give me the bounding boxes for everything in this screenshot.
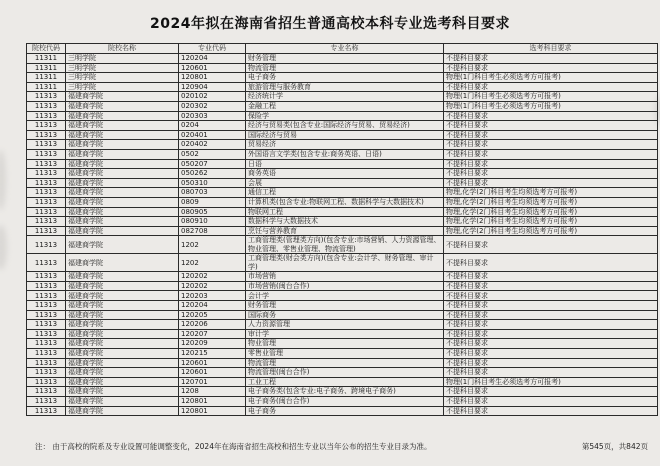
requirement-cell: 不提科目要求 — [444, 358, 658, 368]
college-code-cell: 11313 — [27, 320, 66, 330]
college-name-cell: 福建商学院 — [66, 339, 179, 349]
major-code-cell: 120701 — [179, 377, 246, 387]
table-body — [27, 54, 658, 416]
table-row — [27, 63, 658, 73]
major-code-cell: 120203 — [179, 291, 246, 301]
table-row — [27, 358, 658, 368]
major-name-cell: 市场营销(闽台合作) — [246, 281, 444, 291]
college-code-cell: 11313 — [27, 178, 66, 188]
major-name-cell: 日语 — [246, 159, 444, 169]
college-code-cell: 11313 — [27, 377, 66, 387]
table-row — [27, 406, 658, 416]
requirement-cell: 不提科目要求 — [444, 301, 658, 311]
major-name-cell: 贸易经济 — [246, 140, 444, 150]
major-code-cell: 120601 — [179, 63, 246, 73]
table-row — [27, 236, 658, 254]
college-code-cell: 11313 — [27, 149, 66, 159]
major-code-cell: 082708 — [179, 226, 246, 236]
requirement-cell: 物理(1门科目考生必须选考方可报考) — [444, 92, 658, 102]
major-name-cell: 电子商务(闽台合作) — [246, 397, 444, 407]
major-name-cell: 电子商务类(包含专业:电子商务、跨境电子商务) — [246, 387, 444, 397]
college-name-cell: 福建商学院 — [66, 197, 179, 207]
table-row — [27, 73, 658, 83]
major-name-cell: 电子商务 — [246, 406, 444, 416]
major-code-cell: 120205 — [179, 310, 246, 320]
column-header-college-code: 院校代码 — [27, 44, 66, 54]
requirement-cell: 不提科目要求 — [444, 310, 658, 320]
college-code-cell: 11313 — [27, 207, 66, 217]
major-code-cell: 120204 — [179, 301, 246, 311]
requirement-cell: 不提科目要求 — [444, 178, 658, 188]
major-name-cell: 会计学 — [246, 291, 444, 301]
major-name-cell: 财务管理 — [246, 54, 444, 64]
college-name-cell: 福建商学院 — [66, 149, 179, 159]
requirement-cell: 物理,化学(2门科目考生均须选考方可报考) — [444, 226, 658, 236]
table-row — [27, 377, 658, 387]
college-name-cell: 福建商学院 — [66, 217, 179, 227]
college-name-cell: 福建商学院 — [66, 281, 179, 291]
college-name-cell: 福建商学院 — [66, 368, 179, 378]
scan-artifact — [0, 150, 6, 210]
major-name-cell: 金融工程 — [246, 101, 444, 111]
major-code-cell: 120801 — [179, 406, 246, 416]
major-name-cell: 经济与贸易类(包含专业:国际经济与贸易、贸易经济) — [246, 121, 444, 131]
major-name-cell: 市场营销 — [246, 272, 444, 282]
requirement-cell: 不提科目要求 — [444, 149, 658, 159]
requirement-cell: 不提科目要求 — [444, 281, 658, 291]
requirement-cell: 不提科目要求 — [444, 169, 658, 179]
table-row — [27, 82, 658, 92]
requirement-cell: 不提科目要求 — [444, 349, 658, 359]
major-name-cell: 物流管理 — [246, 63, 444, 73]
college-name-cell: 福建商学院 — [66, 291, 179, 301]
requirement-cell: 不提科目要求 — [444, 121, 658, 131]
major-name-cell: 保险学 — [246, 111, 444, 121]
college-name-cell: 福建商学院 — [66, 188, 179, 198]
college-name-cell: 福建商学院 — [66, 207, 179, 217]
column-header-major-code: 专业代码 — [179, 44, 246, 54]
major-name-cell: 通信工程 — [246, 188, 444, 198]
college-name-cell: 福建商学院 — [66, 397, 179, 407]
college-code-cell: 11313 — [27, 310, 66, 320]
major-code-cell: 020401 — [179, 130, 246, 140]
column-header-requirement: 选考科目要求 — [444, 44, 658, 54]
college-name-cell: 福建商学院 — [66, 329, 179, 339]
major-name-cell: 物流管理(闽台合作) — [246, 368, 444, 378]
college-code-cell: 11313 — [27, 101, 66, 111]
major-name-cell: 会展 — [246, 178, 444, 188]
college-name-cell: 福建商学院 — [66, 140, 179, 150]
table-row — [27, 92, 658, 102]
college-name-cell: 福建商学院 — [66, 92, 179, 102]
major-code-cell: 080703 — [179, 188, 246, 198]
requirement-cell: 物理,化学(2门科目考生均须选考方可报考) — [444, 207, 658, 217]
requirement-cell: 不提科目要求 — [444, 140, 658, 150]
major-code-cell: 120206 — [179, 320, 246, 330]
college-name-cell: 福建商学院 — [66, 272, 179, 282]
college-name-cell: 福建商学院 — [66, 310, 179, 320]
table-row — [27, 149, 658, 159]
table-row — [27, 159, 658, 169]
major-name-cell: 财务管理 — [246, 301, 444, 311]
table-row — [27, 140, 658, 150]
college-code-cell: 11313 — [27, 272, 66, 282]
major-code-cell: 020102 — [179, 92, 246, 102]
table-header — [27, 44, 658, 54]
requirement-cell: 不提科目要求 — [444, 291, 658, 301]
college-code-cell: 11311 — [27, 63, 66, 73]
major-name-cell: 国际商务 — [246, 310, 444, 320]
college-name-cell: 福建商学院 — [66, 130, 179, 140]
table-row — [27, 397, 658, 407]
major-name-cell: 烹饪与营养教育 — [246, 226, 444, 236]
requirement-cell: 不提科目要求 — [444, 339, 658, 349]
college-name-cell: 三明学院 — [66, 63, 179, 73]
table-row — [27, 301, 658, 311]
requirement-cell: 物理,化学(2门科目考生均须选考方可报考) — [444, 188, 658, 198]
table-row — [27, 226, 658, 236]
college-code-cell: 11313 — [27, 397, 66, 407]
column-header-major-name: 专业名称 — [246, 44, 444, 54]
requirement-cell: 不提科目要求 — [444, 329, 658, 339]
table-row — [27, 188, 658, 198]
table-row — [27, 310, 658, 320]
major-code-cell: 0204 — [179, 121, 246, 131]
college-name-cell: 福建商学院 — [66, 349, 179, 359]
major-name-cell: 物业管理 — [246, 339, 444, 349]
college-code-cell: 11313 — [27, 236, 66, 254]
college-name-cell: 三明学院 — [66, 82, 179, 92]
table-row — [27, 101, 658, 111]
college-name-cell: 福建商学院 — [66, 178, 179, 188]
major-name-cell: 零售业管理 — [246, 349, 444, 359]
major-name-cell: 商务英语 — [246, 169, 444, 179]
requirement-cell: 物理,化学(2门科目考生均须选考方可报考) — [444, 197, 658, 207]
scan-artifact — [0, 225, 7, 270]
major-code-cell: 050207 — [179, 159, 246, 169]
major-code-cell: 120801 — [179, 73, 246, 83]
header-row — [27, 44, 658, 54]
major-code-cell: 120601 — [179, 368, 246, 378]
college-code-cell: 11311 — [27, 73, 66, 83]
major-name-cell: 审计学 — [246, 329, 444, 339]
college-code-cell: 11313 — [27, 130, 66, 140]
major-code-cell: 050262 — [179, 169, 246, 179]
requirement-cell: 不提科目要求 — [444, 236, 658, 254]
requirement-cell: 物理(1门科目考生必须选考方可报考) — [444, 73, 658, 83]
major-code-cell: 120204 — [179, 54, 246, 64]
college-code-cell: 11313 — [27, 197, 66, 207]
college-name-cell: 福建商学院 — [66, 169, 179, 179]
table-row — [27, 54, 658, 64]
subject-requirements-table — [26, 43, 658, 416]
major-code-cell: 020302 — [179, 101, 246, 111]
requirement-cell: 不提科目要求 — [444, 406, 658, 416]
major-name-cell: 物流管理 — [246, 358, 444, 368]
college-code-cell: 11313 — [27, 121, 66, 131]
major-code-cell: 0809 — [179, 197, 246, 207]
college-code-cell: 11313 — [27, 358, 66, 368]
table-row — [27, 130, 658, 140]
major-code-cell: 120202 — [179, 272, 246, 282]
major-code-cell: 050310 — [179, 178, 246, 188]
major-code-cell: 020303 — [179, 111, 246, 121]
college-name-cell: 福建商学院 — [66, 236, 179, 254]
college-code-cell: 11313 — [27, 349, 66, 359]
college-code-cell: 11313 — [27, 159, 66, 169]
college-name-cell: 福建商学院 — [66, 377, 179, 387]
requirement-cell: 物理(1门科目考生必须选考方可报考) — [444, 377, 658, 387]
major-code-cell: 1202 — [179, 236, 246, 254]
college-name-cell: 福建商学院 — [66, 159, 179, 169]
major-code-cell: 120904 — [179, 82, 246, 92]
table-row — [27, 320, 658, 330]
college-code-cell: 11313 — [27, 368, 66, 378]
table-row — [27, 291, 658, 301]
college-code-cell: 11313 — [27, 291, 66, 301]
major-code-cell: 120801 — [179, 397, 246, 407]
major-code-cell: 120601 — [179, 358, 246, 368]
major-name-cell: 电子商务 — [246, 73, 444, 83]
table-row — [27, 281, 658, 291]
college-name-cell: 福建商学院 — [66, 387, 179, 397]
college-code-cell: 11313 — [27, 281, 66, 291]
page-title: 2024年拟在海南省招生普通高校本科专业选考科目要求 — [150, 16, 510, 32]
table-row — [27, 169, 658, 179]
college-code-cell: 11311 — [27, 54, 66, 64]
college-code-cell: 11313 — [27, 92, 66, 102]
requirement-cell: 不提科目要求 — [444, 272, 658, 282]
college-code-cell: 11311 — [27, 82, 66, 92]
requirement-cell: 不提科目要求 — [444, 54, 658, 64]
requirement-cell: 不提科目要求 — [444, 159, 658, 169]
major-code-cell: 080910 — [179, 217, 246, 227]
college-name-cell: 福建商学院 — [66, 406, 179, 416]
major-code-cell: 120202 — [179, 281, 246, 291]
major-name-cell: 计算机类(包含专业:物联网工程、数据科学与大数据技术) — [246, 197, 444, 207]
table-row — [27, 207, 658, 217]
college-name-cell: 福建商学院 — [66, 226, 179, 236]
requirement-cell: 不提科目要求 — [444, 63, 658, 73]
table-row — [27, 121, 658, 131]
college-code-cell: 11313 — [27, 111, 66, 121]
column-header-college-name: 院校名称 — [66, 44, 179, 54]
requirement-cell: 物理(1门科目考生必须选考方可报考) — [444, 101, 658, 111]
page-indicator: 第545页，共842页 — [581, 442, 648, 451]
college-name-cell: 三明学院 — [66, 73, 179, 83]
major-name-cell: 旅游管理与服务教育 — [246, 82, 444, 92]
major-code-cell: 0502 — [179, 149, 246, 159]
table-row — [27, 339, 658, 349]
college-code-cell: 11313 — [27, 169, 66, 179]
college-name-cell: 福建商学院 — [66, 301, 179, 311]
college-code-cell: 11313 — [27, 339, 66, 349]
requirement-cell: 不提科目要求 — [444, 320, 658, 330]
table-row — [27, 349, 658, 359]
table-row — [27, 111, 658, 121]
major-code-cell: 1202 — [179, 254, 246, 272]
table-row — [27, 197, 658, 207]
requirement-cell: 不提科目要求 — [444, 387, 658, 397]
college-name-cell: 福建商学院 — [66, 101, 179, 111]
major-code-cell: 080905 — [179, 207, 246, 217]
table-row — [27, 368, 658, 378]
college-name-cell: 福建商学院 — [66, 320, 179, 330]
major-name-cell: 经济统计学 — [246, 92, 444, 102]
requirement-cell: 不提科目要求 — [444, 82, 658, 92]
requirement-cell: 物理,化学(2门科目考生均须选考方可报考) — [444, 217, 658, 227]
major-code-cell: 120207 — [179, 329, 246, 339]
table-row — [27, 254, 658, 272]
college-code-cell: 11313 — [27, 254, 66, 272]
major-name-cell: 工业工程 — [246, 377, 444, 387]
table-row — [27, 178, 658, 188]
college-code-cell: 11313 — [27, 188, 66, 198]
major-name-cell: 国际经济与贸易 — [246, 130, 444, 140]
requirement-cell: 不提科目要求 — [444, 111, 658, 121]
table-row — [27, 387, 658, 397]
college-name-cell: 福建商学院 — [66, 121, 179, 131]
major-code-cell: 020402 — [179, 140, 246, 150]
requirement-cell: 不提科目要求 — [444, 254, 658, 272]
major-name-cell: 物联网工程 — [246, 207, 444, 217]
requirement-cell: 不提科目要求 — [444, 130, 658, 140]
major-name-cell: 外国语言文学类(包含专业:商务英语、日语) — [246, 149, 444, 159]
requirement-cell: 不提科目要求 — [444, 368, 658, 378]
college-code-cell: 11313 — [27, 217, 66, 227]
major-code-cell: 1208 — [179, 387, 246, 397]
college-name-cell: 福建商学院 — [66, 358, 179, 368]
major-name-cell: 数据科学与大数据技术 — [246, 217, 444, 227]
major-name-cell: 工商管理类(管理类方向)(包含专业:市场营销、人力资源管理、物业管理、零售业管理、物流管理) — [246, 236, 444, 254]
table-row — [27, 217, 658, 227]
major-code-cell: 120209 — [179, 339, 246, 349]
college-code-cell: 11313 — [27, 387, 66, 397]
college-code-cell: 11313 — [27, 226, 66, 236]
footnote: 注： 由于高校的院系及专业设置可能调整变化，2024年在海南省招生高校和招生专业以当年公布的招生专业目录为准。 — [35, 442, 432, 451]
college-code-cell: 11313 — [27, 301, 66, 311]
college-code-cell: 11313 — [27, 406, 66, 416]
requirement-cell: 不提科目要求 — [444, 397, 658, 407]
college-name-cell: 福建商学院 — [66, 111, 179, 121]
major-name-cell: 工商管理类(财会类方向)(包含专业:会计学、财务管理、审计学) — [246, 254, 444, 272]
college-code-cell: 11313 — [27, 329, 66, 339]
table-row — [27, 329, 658, 339]
college-code-cell: 11313 — [27, 140, 66, 150]
college-name-cell: 三明学院 — [66, 54, 179, 64]
major-code-cell: 120215 — [179, 349, 246, 359]
major-name-cell: 人力资源管理 — [246, 320, 444, 330]
table-row — [27, 272, 658, 282]
college-name-cell: 福建商学院 — [66, 254, 179, 272]
